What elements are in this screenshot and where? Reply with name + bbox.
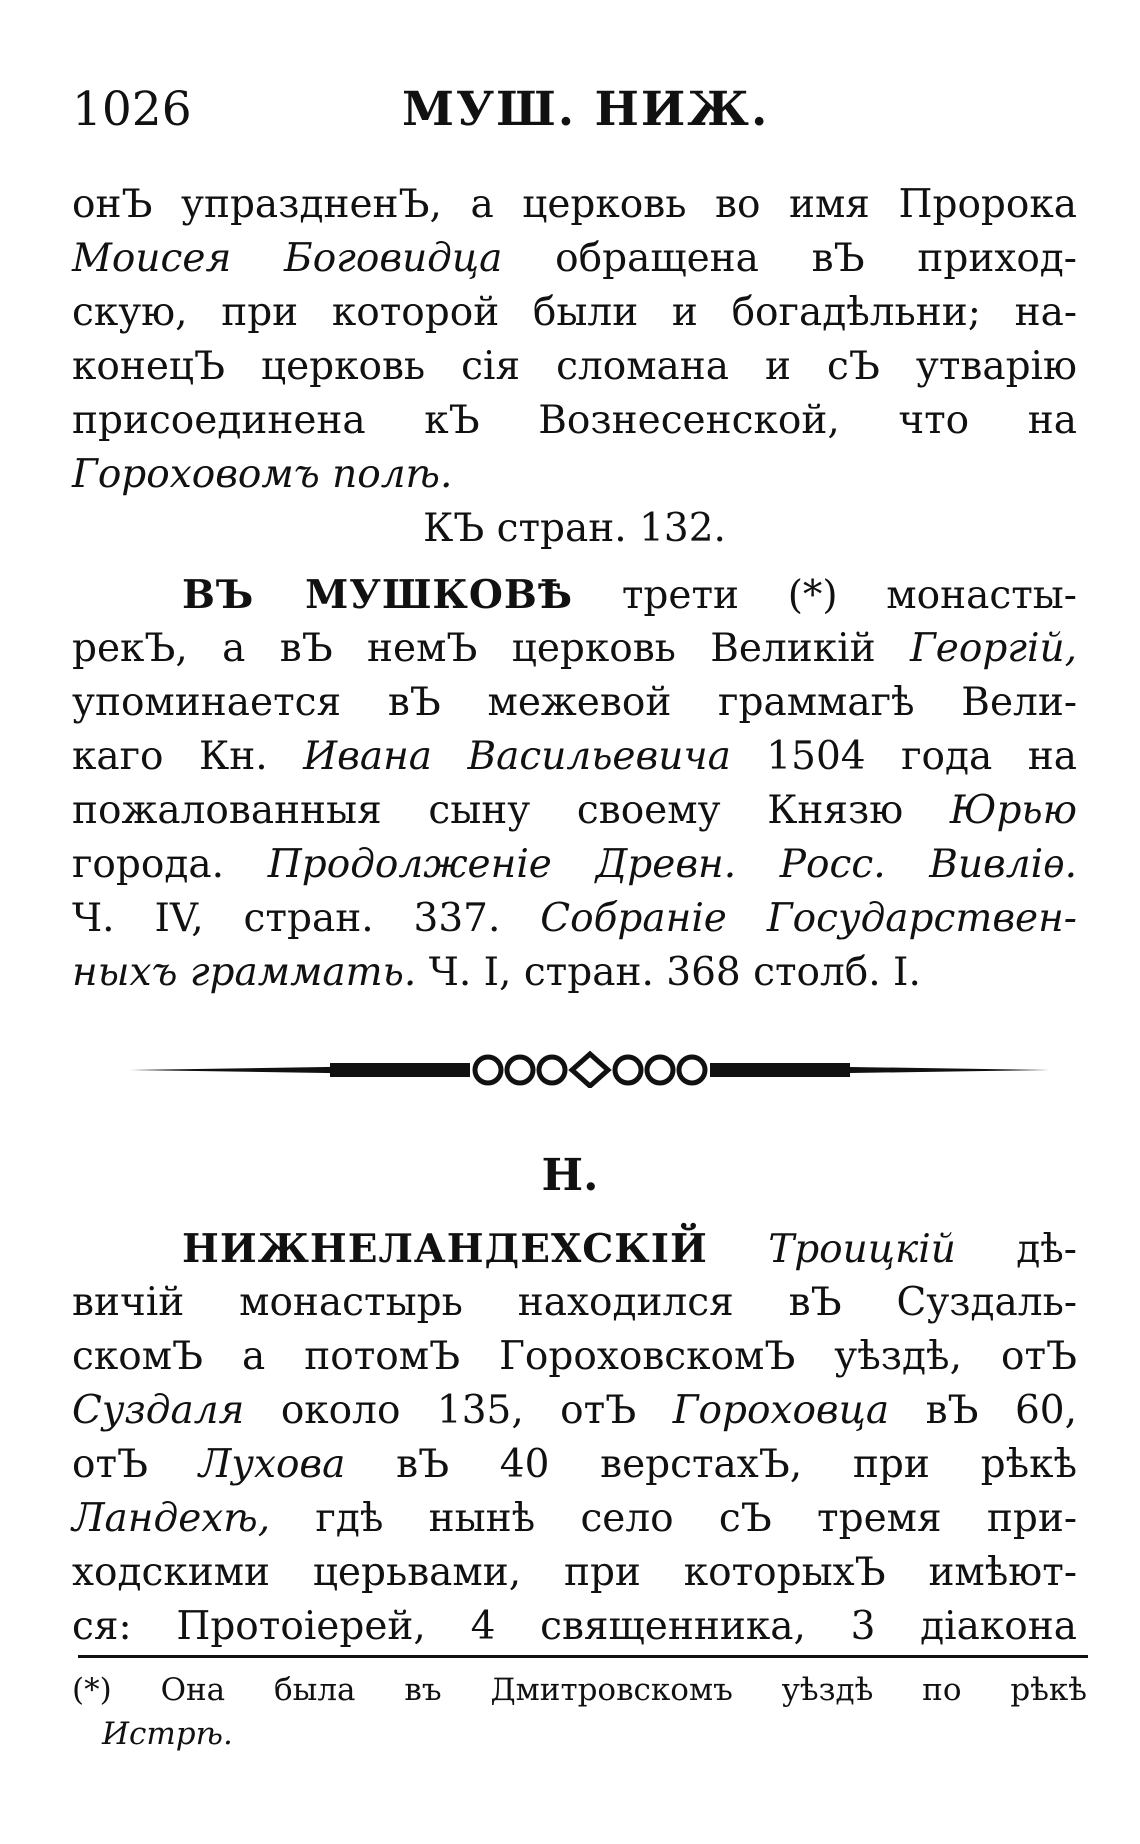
name-moses: Моисея Боговидца [72,236,503,281]
source-title: ныхъ граммать. [72,950,417,995]
text-line [72,232,1077,286]
text-line [72,784,1077,838]
name-fragment: Троицкій [768,1227,956,1272]
text-line: конецЪ церковь сія сломана и сЪ утварію [72,344,1077,389]
place-name: Лухова [198,1442,346,1487]
place-name: Ландехѣ, [72,1496,271,1541]
name-fragment: Георгій, [909,626,1077,671]
name-fragment: Ивана Васильевича [303,734,731,779]
footnote-line: (*) Она была въ Дмитровскомъ уѣздѣ по рѣкѣ [72,1672,1087,1708]
source-title: Собраніе Государствен- [540,896,1077,941]
text-line: вичій монастырь находился вЪ Суздаль- [72,1280,1077,1325]
text-fragment: трети (*) монасты- [621,573,1077,618]
text-line: ходскими церьвами, при которыхЪ имѣют- [72,1550,1077,1595]
paragraph-mushkov [72,568,1077,1000]
running-head: МУШ. НИЖ. [402,82,770,137]
text-line [72,730,1077,784]
text-fragment: дѣ- [1016,1227,1077,1272]
text-line: скую, при которой были и богадѣльни; на- [72,290,1077,335]
text-fragment: около 135, отЪ [280,1388,637,1433]
page-number: 1026 [72,82,192,137]
section-letter: Н. [541,1150,599,1201]
place-name: Гороховца [672,1388,890,1433]
text-line [72,1438,1077,1492]
text-fragment: обращена вЪ приход- [555,236,1077,281]
text-fragment: каго Кн. [72,734,268,779]
text-line [72,568,1077,622]
text-fragment: рекЪ, а вЪ немЪ церковь Великій [72,626,876,671]
text-fragment: гдѣ нынѣ село сЪ тремя при- [315,1496,1078,1541]
footnote [72,1668,1087,1756]
footnote-rule [78,1655,1088,1658]
ornament-divider-icon [130,1048,1050,1088]
text-fragment: отЪ [72,1442,149,1487]
text-fragment: города. [72,842,225,887]
text-line [72,1384,1077,1438]
text-line: онЪ упраздненЪ, а церковь во имя Пророка [72,182,1077,227]
paragraph-nizhnelandekh [72,1222,1077,1654]
text-line: ся: Протоіерей, 4 священника, 3 діакона [72,1604,1077,1649]
text-fragment: вЪ 40 верстахЪ, при рѣкѣ [396,1442,1077,1487]
text-line [72,622,1077,676]
text-line: упоминается вЪ межевой граммагѣ Вели- [72,680,1077,725]
text-fragment: Ч. IV, стран. 337. [72,896,501,941]
text-line [72,946,1077,1000]
reference-line: КЪ стран. 132. [423,506,726,551]
paragraph-continuation [72,178,1077,502]
text-line: Гороховомъ полѣ. [72,452,453,497]
page-reference [72,502,1077,556]
name-fragment: Юрью [949,788,1077,833]
page-header [72,82,1072,152]
text-line: присоединена кЪ Вознесенской, что на [72,398,1077,443]
place-name: Суздаля [72,1388,245,1433]
heading-term: ВЪ МУШКОВѢ [182,572,574,618]
text-line [72,892,1077,946]
text-line: скомЪ а потомЪ ГороховскомЪ уѣздѣ, отЪ [72,1334,1077,1379]
source-title: Продолженіе Древн. Росс. Вивліѳ. [267,842,1078,887]
text-fragment: 1504 года на [766,734,1078,779]
text-fragment: пожалованныя сыну своему Князю [72,788,904,833]
text-line [72,1222,1077,1276]
text-line [72,838,1077,892]
text-fragment: вЪ 60, [925,1388,1077,1433]
text-fragment: Ч. I, стран. 368 столб. I. [428,950,921,995]
heading-term: НИЖНЕЛАНДЕХСКІЙ [182,1226,708,1272]
footnote-line: Истрѣ. [102,1716,233,1752]
text-line [72,1492,1077,1546]
